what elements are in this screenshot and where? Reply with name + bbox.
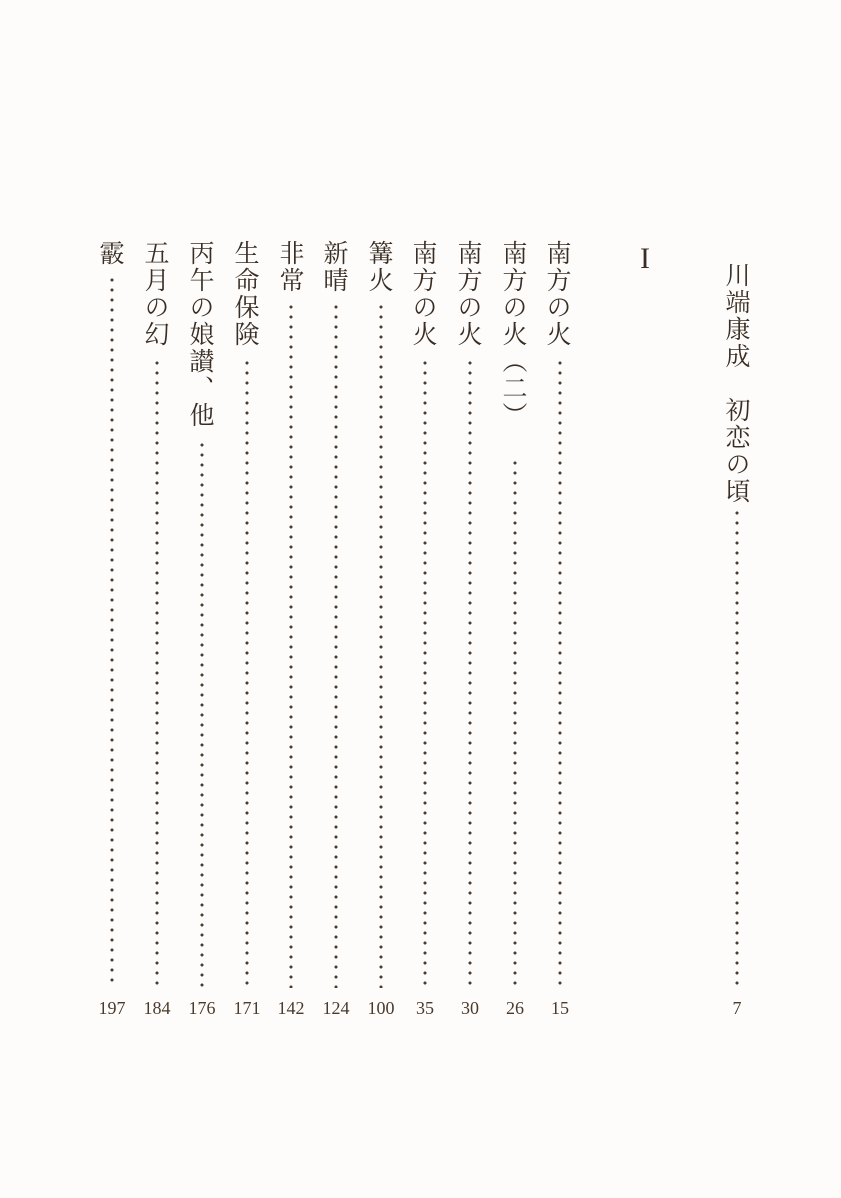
dot-leader (423, 358, 427, 988)
toc-entry-page: 142 (277, 998, 305, 1018)
toc-entry-title: 南方の火 (409, 240, 438, 348)
toc-entry-title: 非常 (276, 240, 305, 294)
section-mark: I (640, 242, 650, 275)
toc-entry-page: 176 (188, 998, 216, 1018)
dot-leader (735, 508, 739, 988)
toc-entry-title: 五月の幻 (141, 240, 170, 348)
dot-leader (558, 358, 562, 988)
toc-entry-page: 30 (461, 998, 479, 1018)
toc-entry-page: 7 (732, 998, 742, 1018)
dot-leader (155, 358, 159, 988)
toc-entry-page: 35 (416, 998, 434, 1018)
toc-entry-page: 124 (322, 998, 350, 1018)
toc-entry-title: 川端康成 初恋の頃 (722, 262, 751, 505)
dot-leader (200, 440, 204, 988)
dot-leader (245, 358, 249, 988)
dot-leader (379, 302, 383, 988)
toc-entry-title: 南方の火 (454, 240, 483, 348)
toc-entry-page: 197 (98, 998, 126, 1018)
toc-entry-page: 171 (233, 998, 261, 1018)
toc-entry-title: 南方の火（二） (499, 240, 528, 429)
dot-leader (513, 458, 517, 988)
dot-leader (110, 275, 114, 988)
toc-entry-page: 184 (143, 998, 171, 1018)
toc-entry-title: 南方の火 (543, 240, 572, 348)
toc-entry-title: 生命保険 (231, 240, 260, 348)
toc-entry-title: 新晴 (320, 240, 349, 294)
toc-entry-page: 100 (367, 998, 395, 1018)
toc-entry-title: 篝火 (365, 240, 394, 294)
toc-entry-title: 霰 (96, 240, 125, 267)
dot-leader (334, 302, 338, 988)
dot-leader (289, 302, 293, 988)
toc-entry-title: 丙午の娘讃、他 (186, 240, 215, 429)
dot-leader (468, 358, 472, 988)
toc-entry-page: 15 (551, 998, 569, 1018)
toc-entry-page: 26 (506, 998, 524, 1018)
